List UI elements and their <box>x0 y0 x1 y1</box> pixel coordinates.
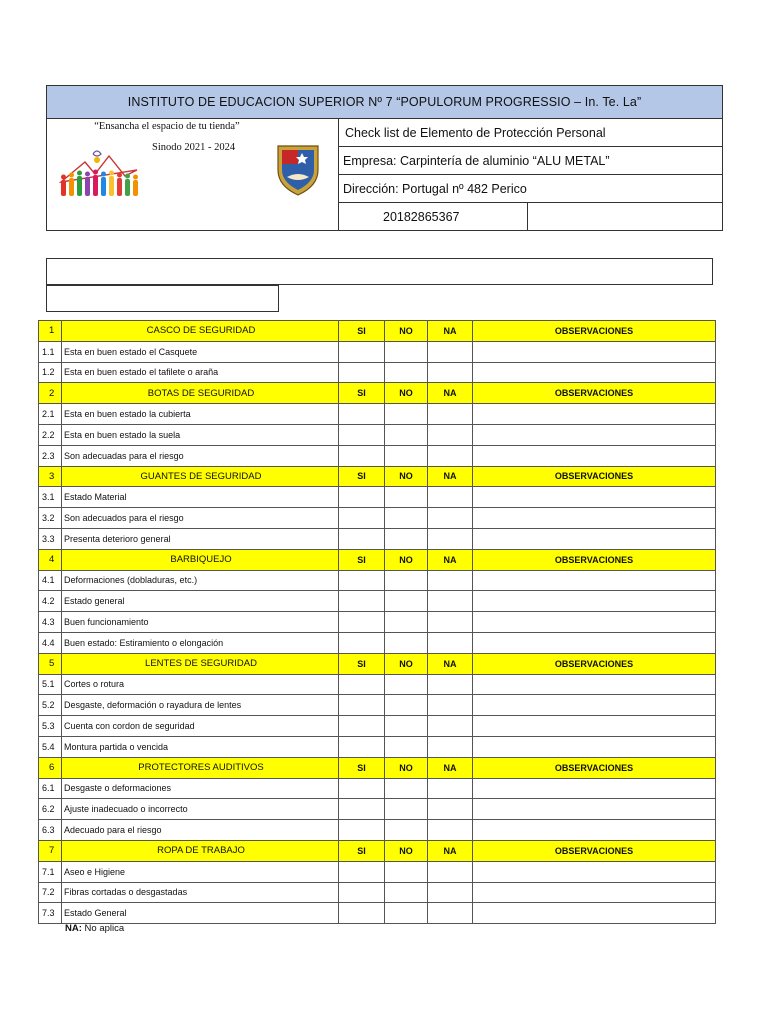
item-description: Cuenta con cordon de seguridad <box>62 716 339 737</box>
observations-cell[interactable] <box>473 716 716 737</box>
section-number: 1 <box>39 321 62 342</box>
na-checkbox-cell[interactable] <box>428 861 473 882</box>
observations-cell[interactable] <box>473 404 716 425</box>
si-checkbox-cell[interactable] <box>339 736 385 757</box>
checklist-item-row <box>39 341 716 362</box>
observations-cell[interactable] <box>473 612 716 633</box>
si-checkbox-cell[interactable] <box>339 612 385 633</box>
no-checkbox-cell[interactable] <box>385 674 428 695</box>
item-description: Son adecuados para el riesgo <box>62 508 339 529</box>
item-number: 5.2 <box>39 695 62 716</box>
column-header-si: SI <box>339 840 385 861</box>
si-checkbox-cell[interactable] <box>339 424 385 445</box>
observations-cell[interactable] <box>473 903 716 924</box>
na-checkbox-cell[interactable] <box>428 820 473 841</box>
checklist-item-row <box>39 903 716 924</box>
observations-cell[interactable] <box>473 674 716 695</box>
section-number: 6 <box>39 757 62 778</box>
section-number: 5 <box>39 653 62 674</box>
no-checkbox-cell[interactable] <box>385 632 428 653</box>
slogan: “Ensancha el espacio de tu tienda” <box>94 121 240 132</box>
no-checkbox-cell[interactable] <box>385 695 428 716</box>
checklist-item-row <box>39 591 716 612</box>
no-checkbox-cell[interactable] <box>385 820 428 841</box>
blank-field-small[interactable] <box>46 285 279 312</box>
checklist-title: Check list de Elemento de Protección Personal <box>339 119 722 147</box>
column-header-si: SI <box>339 653 385 674</box>
na-checkbox-cell[interactable] <box>428 716 473 737</box>
na-checkbox-cell[interactable] <box>428 424 473 445</box>
item-number: 7.3 <box>39 903 62 924</box>
column-header-no: NO <box>385 549 428 570</box>
section-header-row <box>39 383 716 404</box>
institution-title: INSTITUTO DE EDUCACION SUPERIOR Nº 7 “POPULORUM PROGRESSIO – In. Te. La” <box>47 86 722 119</box>
checklist-item-row <box>39 445 716 466</box>
column-header-na: NA <box>428 653 473 674</box>
section-header-row <box>39 653 716 674</box>
footnote-abbr: NA: <box>65 923 82 934</box>
item-description: Esta en buen estado el tafilete o araña <box>62 362 339 383</box>
si-checkbox-cell[interactable] <box>339 570 385 591</box>
section-title: BARBIQUEJO <box>62 549 339 570</box>
section-title: BOTAS DE SEGURIDAD <box>62 383 339 404</box>
checklist-item-row <box>39 778 716 799</box>
item-number: 3.2 <box>39 508 62 529</box>
no-checkbox-cell[interactable] <box>385 903 428 924</box>
column-header-si: SI <box>339 466 385 487</box>
na-checkbox-cell[interactable] <box>428 674 473 695</box>
section-number: 7 <box>39 840 62 861</box>
item-description: Cortes o rotura <box>62 674 339 695</box>
checklist-item-row <box>39 674 716 695</box>
footnote <box>65 923 124 934</box>
item-number: 5.4 <box>39 736 62 757</box>
observations-cell[interactable] <box>473 591 716 612</box>
item-number: 6.3 <box>39 820 62 841</box>
no-checkbox-cell[interactable] <box>385 591 428 612</box>
si-checkbox-cell[interactable] <box>339 528 385 549</box>
observations-cell[interactable] <box>473 695 716 716</box>
na-checkbox-cell[interactable] <box>428 799 473 820</box>
no-checkbox-cell[interactable] <box>385 612 428 633</box>
section-title: GUANTES DE SEGURIDAD <box>62 466 339 487</box>
column-header-na: NA <box>428 840 473 861</box>
item-number: 6.2 <box>39 799 62 820</box>
column-header-observaciones: OBSERVACIONES <box>473 321 716 342</box>
si-checkbox-cell[interactable] <box>339 820 385 841</box>
observations-cell[interactable] <box>473 424 716 445</box>
item-description: Desgaste o deformaciones <box>62 778 339 799</box>
observations-cell[interactable] <box>473 508 716 529</box>
no-checkbox-cell[interactable] <box>385 487 428 508</box>
item-description: Estado General <box>62 903 339 924</box>
si-checkbox-cell[interactable] <box>339 778 385 799</box>
item-description: Buen funcionamiento <box>62 612 339 633</box>
column-header-observaciones: OBSERVACIONES <box>473 653 716 674</box>
item-description: Ajuste inadecuado o incorrecto <box>62 799 339 820</box>
observations-cell[interactable] <box>473 341 716 362</box>
section-header-row <box>39 840 716 861</box>
section-header-row <box>39 466 716 487</box>
item-description: Buen estado: Estiramiento o elongación <box>62 632 339 653</box>
observations-cell[interactable] <box>473 736 716 757</box>
si-checkbox-cell[interactable] <box>339 632 385 653</box>
na-checkbox-cell[interactable] <box>428 591 473 612</box>
item-number: 1.1 <box>39 341 62 362</box>
column-header-si: SI <box>339 549 385 570</box>
observations-cell[interactable] <box>473 632 716 653</box>
item-description: Esta en buen estado la cubierta <box>62 404 339 425</box>
item-description: Montura partida o vencida <box>62 736 339 757</box>
si-checkbox-cell[interactable] <box>339 487 385 508</box>
observations-cell[interactable] <box>473 570 716 591</box>
no-checkbox-cell[interactable] <box>385 362 428 383</box>
column-header-observaciones: OBSERVACIONES <box>473 383 716 404</box>
column-header-no: NO <box>385 383 428 404</box>
checklist-item-row <box>39 861 716 882</box>
item-number: 5.3 <box>39 716 62 737</box>
si-checkbox-cell[interactable] <box>339 695 385 716</box>
column-header-na: NA <box>428 466 473 487</box>
column-header-observaciones: OBSERVACIONES <box>473 466 716 487</box>
column-header-si: SI <box>339 321 385 342</box>
item-description: Presenta deterioro general <box>62 528 339 549</box>
item-number: 7.2 <box>39 882 62 903</box>
si-checkbox-cell[interactable] <box>339 445 385 466</box>
item-number: 3.3 <box>39 528 62 549</box>
blank-field[interactable] <box>528 203 722 230</box>
si-checkbox-cell[interactable] <box>339 404 385 425</box>
section-header-row <box>39 549 716 570</box>
observations-cell[interactable] <box>473 820 716 841</box>
no-checkbox-cell[interactable] <box>385 716 428 737</box>
no-checkbox-cell[interactable] <box>385 736 428 757</box>
si-checkbox-cell[interactable] <box>339 508 385 529</box>
column-header-no: NO <box>385 757 428 778</box>
observations-cell[interactable] <box>473 778 716 799</box>
item-number: 2.3 <box>39 445 62 466</box>
item-description: Son adecuadas para el riesgo <box>62 445 339 466</box>
logo-cell <box>47 119 339 230</box>
na-checkbox-cell[interactable] <box>428 695 473 716</box>
checklist-item-row <box>39 487 716 508</box>
column-header-no: NO <box>385 840 428 861</box>
item-description: Fibras cortadas o desgastadas <box>62 882 339 903</box>
column-header-no: NO <box>385 653 428 674</box>
checklist-table <box>38 320 716 924</box>
na-checkbox-cell[interactable] <box>428 404 473 425</box>
column-header-observaciones: OBSERVACIONES <box>473 840 716 861</box>
item-description: Esta en buen estado el Casquete <box>62 341 339 362</box>
item-description: Adecuado para el riesgo <box>62 820 339 841</box>
na-checkbox-cell[interactable] <box>428 528 473 549</box>
si-checkbox-cell[interactable] <box>339 674 385 695</box>
item-number: 4.2 <box>39 591 62 612</box>
column-header-si: SI <box>339 757 385 778</box>
observations-cell[interactable] <box>473 487 716 508</box>
checklist-item-row <box>39 570 716 591</box>
item-number: 3.1 <box>39 487 62 508</box>
column-header-na: NA <box>428 321 473 342</box>
section-header-row <box>39 757 716 778</box>
na-checkbox-cell[interactable] <box>428 778 473 799</box>
item-number: 6.1 <box>39 778 62 799</box>
section-title: PROTECTORES AUDITIVOS <box>62 757 339 778</box>
si-checkbox-cell[interactable] <box>339 799 385 820</box>
item-description: Esta en buen estado la suela <box>62 424 339 445</box>
na-checkbox-cell[interactable] <box>428 362 473 383</box>
observations-cell[interactable] <box>473 445 716 466</box>
si-checkbox-cell[interactable] <box>339 362 385 383</box>
no-checkbox-cell[interactable] <box>385 508 428 529</box>
na-checkbox-cell[interactable] <box>428 570 473 591</box>
checklist-item-row <box>39 820 716 841</box>
item-description: Estado Material <box>62 487 339 508</box>
address-field: Dirección: Portugal nº 482 Perico <box>339 175 722 203</box>
item-description: Deformaciones (dobladuras, etc.) <box>62 570 339 591</box>
checklist-item-row <box>39 362 716 383</box>
si-checkbox-cell[interactable] <box>339 903 385 924</box>
section-title: LENTES DE SEGURIDAD <box>62 653 339 674</box>
section-title: CASCO DE SEGURIDAD <box>62 321 339 342</box>
section-title: ROPA DE TRABAJO <box>62 840 339 861</box>
column-header-na: NA <box>428 757 473 778</box>
no-checkbox-cell[interactable] <box>385 404 428 425</box>
item-number: 4.3 <box>39 612 62 633</box>
si-checkbox-cell[interactable] <box>339 716 385 737</box>
observations-cell[interactable] <box>473 799 716 820</box>
item-description: Aseo e Higiene <box>62 861 339 882</box>
na-checkbox-cell[interactable] <box>428 341 473 362</box>
na-checkbox-cell[interactable] <box>428 882 473 903</box>
checklist-item-row <box>39 528 716 549</box>
si-checkbox-cell[interactable] <box>339 591 385 612</box>
item-number: 7.1 <box>39 861 62 882</box>
si-checkbox-cell[interactable] <box>339 882 385 903</box>
no-checkbox-cell[interactable] <box>385 882 428 903</box>
document-header <box>46 85 723 231</box>
observations-cell[interactable] <box>473 362 716 383</box>
checklist-item-row <box>39 736 716 757</box>
column-header-si: SI <box>339 383 385 404</box>
item-number: 4.4 <box>39 632 62 653</box>
section-number: 3 <box>39 466 62 487</box>
no-checkbox-cell[interactable] <box>385 445 428 466</box>
item-number: 4.1 <box>39 570 62 591</box>
section-number: 4 <box>39 549 62 570</box>
institution-shield-logo <box>275 143 321 201</box>
checklist-item-row <box>39 632 716 653</box>
checklist-item-row <box>39 716 716 737</box>
si-checkbox-cell[interactable] <box>339 861 385 882</box>
checklist-item-row <box>39 508 716 529</box>
no-checkbox-cell[interactable] <box>385 861 428 882</box>
no-checkbox-cell[interactable] <box>385 778 428 799</box>
section-number: 2 <box>39 383 62 404</box>
observations-cell[interactable] <box>473 861 716 882</box>
column-header-no: NO <box>385 321 428 342</box>
ruc-number: 20182865367 <box>339 203 528 230</box>
section-header-row <box>39 321 716 342</box>
checklist-item-row <box>39 799 716 820</box>
checklist-item-row <box>39 424 716 445</box>
synod-logo <box>55 146 143 202</box>
blank-field-wide[interactable] <box>46 258 713 285</box>
checklist-item-row <box>39 882 716 903</box>
item-number: 1.2 <box>39 362 62 383</box>
item-number: 5.1 <box>39 674 62 695</box>
no-checkbox-cell[interactable] <box>385 341 428 362</box>
si-checkbox-cell[interactable] <box>339 341 385 362</box>
column-header-no: NO <box>385 466 428 487</box>
synod-label: Sinodo 2021 - 2024 <box>152 142 236 153</box>
observations-cell[interactable] <box>473 882 716 903</box>
item-description: Estado general <box>62 591 339 612</box>
item-number: 2.1 <box>39 404 62 425</box>
checklist-item-row <box>39 612 716 633</box>
checklist-item-row <box>39 695 716 716</box>
no-checkbox-cell[interactable] <box>385 528 428 549</box>
na-checkbox-cell[interactable] <box>428 632 473 653</box>
na-checkbox-cell[interactable] <box>428 508 473 529</box>
no-checkbox-cell[interactable] <box>385 799 428 820</box>
column-header-observaciones: OBSERVACIONES <box>473 757 716 778</box>
no-checkbox-cell[interactable] <box>385 424 428 445</box>
na-checkbox-cell[interactable] <box>428 903 473 924</box>
na-checkbox-cell[interactable] <box>428 487 473 508</box>
item-number: 2.2 <box>39 424 62 445</box>
item-description: Desgaste, deformación o rayadura de lentes <box>62 695 339 716</box>
column-header-na: NA <box>428 549 473 570</box>
checklist-item-row <box>39 404 716 425</box>
column-header-na: NA <box>428 383 473 404</box>
no-checkbox-cell[interactable] <box>385 570 428 591</box>
observations-cell[interactable] <box>473 528 716 549</box>
footnote-text: No aplica <box>81 923 125 934</box>
na-checkbox-cell[interactable] <box>428 736 473 757</box>
na-checkbox-cell[interactable] <box>428 445 473 466</box>
company-field: Empresa: Carpintería de aluminio “ALU METAL” <box>339 147 722 175</box>
column-header-observaciones: OBSERVACIONES <box>473 549 716 570</box>
na-checkbox-cell[interactable] <box>428 612 473 633</box>
